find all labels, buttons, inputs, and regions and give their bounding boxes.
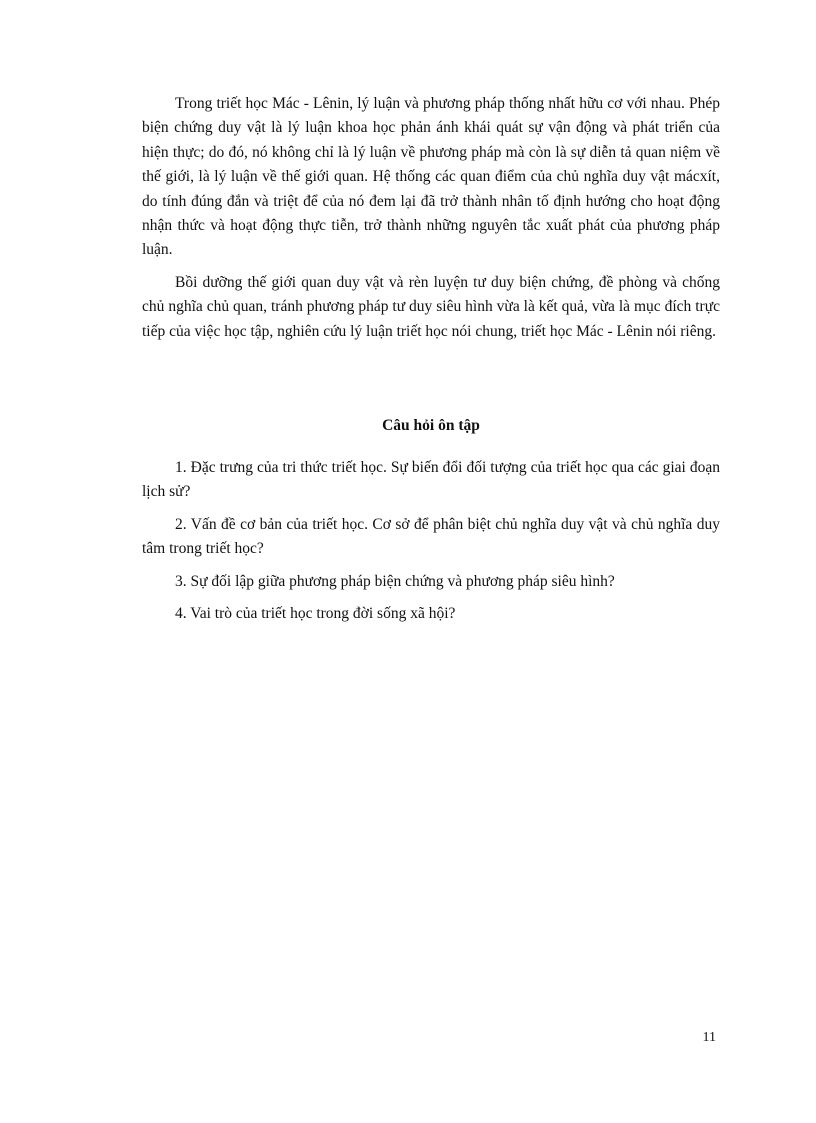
review-questions-heading: Câu hỏi ôn tập — [382, 417, 480, 435]
body-paragraph: Trong triết học Mác - Lênin, lý luận và phương pháp thống nhất hữu cơ với nhau. Phép biện chứng duy vật là lý luận khoa học phản ánh khái quát sự vận động và phát triển của hiện thực; do đó, nó không chỉ là lý luận về phương pháp mà còn là sự diễn tả quan niệm về thế giới, là lý luận về thế giới quan. Hệ thống các quan điểm của chủ nghĩa duy vật mácxít, do tính đúng đắn và triệt để của nó đem lại đã trở thành nhân tố định hướng cho hoạt động nhận thức và hoạt động thực tiễn, trở thành những nguyên tắc xuất phát của phương pháp luận. — [142, 95, 720, 259]
body-paragraph: Bồi dưỡng thế giới quan duy vật và rèn luyện tư duy biện chứng, đề phòng và chống chủ nghĩa chủ quan, tránh phương pháp tư duy siêu hình vừa là kết quả, vừa là mục đích trực tiếp của việc học tập, nghiên cứu lý luận triết học nói chung, triết học Mác - Lênin nói riêng. — [142, 273, 720, 340]
page-number: 11 — [702, 1030, 716, 1045]
review-question: 1. Đặc trưng của tri thức triết học. Sự biến đổi đối tượng của triết học qua các giai đoạn lịch sử? — [142, 459, 720, 501]
review-question: 3. Sự đối lập giữa phương pháp biện chứng và phương pháp siêu hình? — [175, 572, 615, 590]
review-question: 4. Vai trò của triết học trong đời sống xã hội? — [175, 605, 456, 623]
page-content — [142, 92, 720, 635]
review-question: 2. Vấn đề cơ bản của triết học. Cơ sở để phân biệt chủ nghĩa duy vật và chủ nghĩa duy tâm trong triết học? — [142, 515, 720, 558]
